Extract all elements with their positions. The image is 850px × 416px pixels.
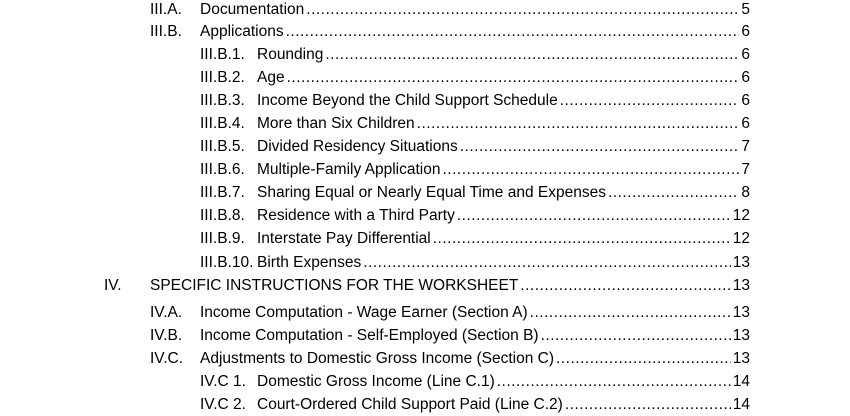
dot-leader xyxy=(287,67,740,89)
toc-entry-page: 13 xyxy=(732,254,750,271)
toc-entry-page: 12 xyxy=(732,207,750,224)
toc-entry xyxy=(200,90,750,112)
toc-entry-title: Domestic Gross Income (Line C.1) xyxy=(257,373,495,390)
toc-entry xyxy=(150,302,750,324)
dot-leader xyxy=(433,228,731,250)
dot-leader xyxy=(325,44,739,66)
dot-leader xyxy=(541,325,731,347)
dot-leader xyxy=(363,252,731,274)
dot-leader xyxy=(565,394,731,416)
toc-entry-title: Age xyxy=(257,69,285,86)
toc-entry-title: Rounding xyxy=(257,46,324,63)
toc-entry-page: 13 xyxy=(732,350,750,367)
toc-entry-title: Court-Ordered Child Support Paid (Line C.2) xyxy=(257,396,563,413)
dot-leader xyxy=(460,136,740,158)
toc-entry xyxy=(200,44,750,66)
toc-entry-page: 6 xyxy=(741,92,750,109)
dot-leader xyxy=(443,159,740,181)
toc-entry-title: Divided Residency Situations xyxy=(257,138,458,155)
toc-entry-title: Birth Expenses xyxy=(257,254,362,271)
toc-entry-page: 7 xyxy=(741,138,750,155)
dot-leader xyxy=(417,113,740,135)
toc-entry-title: SPECIFIC INSTRUCTIONS FOR THE WORKSHEET xyxy=(150,277,519,294)
dot-leader xyxy=(306,0,739,21)
dot-leader xyxy=(560,90,740,112)
toc-entry-title: Income Beyond the Child Support Schedule xyxy=(257,92,558,109)
toc-entry-number: III.B.6. xyxy=(200,161,245,178)
toc-entry-title: More than Six Children xyxy=(257,115,415,132)
toc-entry-title: Income Computation - Wage Earner (Section A) xyxy=(200,304,528,321)
toc-entry-number: IV.C. xyxy=(150,350,184,367)
toc-entry-title: Income Computation - Self-Employed (Section B) xyxy=(200,327,539,344)
toc-entry-number: III.B.3. xyxy=(200,92,245,109)
dot-leader xyxy=(556,348,731,370)
toc-entry-number: III.A. xyxy=(150,1,182,18)
toc-entry-page: 7 xyxy=(741,161,750,178)
toc-entry xyxy=(150,21,750,43)
toc-entry xyxy=(104,275,750,297)
toc-entry-page: 13 xyxy=(732,277,750,294)
toc-entry xyxy=(200,252,750,274)
toc-entry-number: III.B.7. xyxy=(200,184,245,201)
toc-entry-title: Adjustments to Domestic Gross Income (Section C) xyxy=(200,350,555,367)
toc-entry xyxy=(150,325,750,347)
toc-entry-number: III.B.4. xyxy=(200,115,245,132)
toc-entry-title: Sharing Equal or Nearly Equal Time and Expenses xyxy=(257,184,606,201)
toc-entry-page: 14 xyxy=(732,373,750,390)
toc-entry xyxy=(150,348,750,370)
toc-entry-title: Residence with a Third Party xyxy=(257,207,455,224)
toc-entry-page: 13 xyxy=(732,304,750,321)
toc-entry-page: 6 xyxy=(741,69,750,86)
toc-entry-number: IV.B. xyxy=(150,327,183,344)
toc-entry-title: Applications xyxy=(200,23,284,40)
toc-entry-page: 8 xyxy=(741,184,750,201)
toc-entry xyxy=(200,159,750,181)
toc-entry xyxy=(200,228,750,250)
toc-entry-number: III.B.8. xyxy=(200,207,245,224)
toc-entry-page: 6 xyxy=(741,46,750,63)
toc-entry-number: III.B.1. xyxy=(200,46,245,63)
dot-leader xyxy=(608,182,739,204)
toc-entry-page: 6 xyxy=(741,23,750,40)
toc-entry-number: IV.A. xyxy=(150,304,183,321)
toc-entry-title: Multiple-Family Application xyxy=(257,161,441,178)
dot-leader xyxy=(520,275,730,297)
toc-entry-page: 14 xyxy=(732,396,750,413)
toc-entry-page: 5 xyxy=(741,1,750,18)
toc-entry xyxy=(200,113,750,135)
toc-entry-page: 12 xyxy=(732,230,750,247)
toc-entry xyxy=(150,0,750,21)
toc-entry xyxy=(200,371,750,393)
toc-entry-number: III.B.9. xyxy=(200,230,245,247)
dot-leader xyxy=(457,205,731,227)
dot-leader xyxy=(530,302,731,324)
toc-entry-page: 13 xyxy=(732,327,750,344)
toc-entry xyxy=(200,67,750,89)
toc-entry-number: III.B. xyxy=(150,23,182,40)
toc-entry-title: Interstate Pay Differential xyxy=(257,230,431,247)
toc-entry-number: IV.C 1. xyxy=(200,373,246,390)
dot-leader xyxy=(286,21,740,43)
toc-entry-number: III.B.10. xyxy=(200,254,254,271)
toc-entry-number: IV. xyxy=(104,277,122,294)
toc-entry xyxy=(200,394,750,416)
toc-entry xyxy=(200,136,750,158)
toc-entry-number: III.B.2. xyxy=(200,69,245,86)
dot-leader xyxy=(497,371,731,393)
toc-entry-page: 6 xyxy=(741,115,750,132)
toc-entry xyxy=(200,205,750,227)
toc-entry-number: IV.C 2. xyxy=(200,396,246,413)
toc-entry xyxy=(200,182,750,204)
toc-entry-number: III.B.5. xyxy=(200,138,245,155)
toc-entry-title: Documentation xyxy=(200,1,305,18)
